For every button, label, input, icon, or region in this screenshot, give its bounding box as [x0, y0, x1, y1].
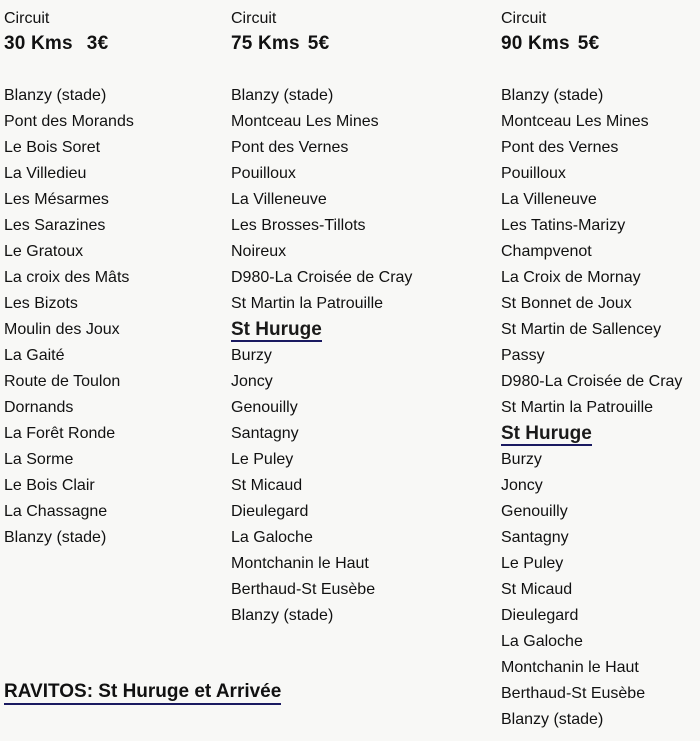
circuit-price: 5€: [307, 33, 330, 54]
stop-item: Les Bizots: [4, 295, 78, 312]
stop-item: Route de Toulon: [4, 373, 121, 390]
stop-item: Pont des Vernes: [501, 139, 619, 156]
stop-item: D980-La Croisée de Cray: [501, 373, 683, 390]
stop-item: Montceau Les Mines: [501, 113, 649, 130]
stop-list: [501, 85, 682, 735]
stop-item: Berthaud-St Eusèbe: [501, 685, 646, 702]
stop-item: Genouilly: [231, 399, 298, 416]
stop-item: St Micaud: [231, 477, 303, 494]
stop-item: Le Puley: [231, 451, 294, 468]
stop-item: St Micaud: [501, 581, 573, 598]
circuit-heading: [501, 33, 599, 55]
stop-item: La Galoche: [231, 529, 313, 546]
stop-item: Le Puley: [501, 555, 564, 572]
stop-item: Blanzy (stade): [501, 711, 604, 728]
stop-item: Champvenot: [501, 243, 592, 260]
stop-item: Les Brosses-Tillots: [231, 217, 366, 234]
circuit-distance: 90 Kms: [501, 33, 570, 54]
stop-item: Pont des Morands: [4, 113, 134, 130]
stop-item: St Martin de Sallencey: [501, 321, 662, 338]
circuit-heading: [4, 33, 108, 55]
stop-item: La Chassagne: [4, 503, 108, 520]
stop-item: Pouilloux: [231, 165, 296, 182]
stop-item: D980-La Croisée de Cray: [231, 269, 413, 286]
stop-item: Dieulegard: [231, 503, 309, 520]
stop-item: Dornands: [4, 399, 74, 416]
stop-item: Pont des Vernes: [231, 139, 349, 156]
stop-item-highlight: [231, 319, 412, 345]
stop-item: La Sorme: [4, 451, 74, 468]
stop-item: Blanzy (stade): [4, 87, 107, 104]
circuit-distance: 75 Kms: [231, 33, 300, 54]
stop-item: Moulin des Joux: [4, 321, 120, 338]
stop-item: Les Tatins-Marizy: [501, 217, 626, 234]
stop-item: Le Gratoux: [4, 243, 84, 260]
stop-item: Le Bois Soret: [4, 139, 101, 156]
stop-item: La Villeneuve: [231, 191, 327, 208]
stop-item: La Croix de Mornay: [501, 269, 641, 286]
stop-item: Joncy: [231, 373, 273, 390]
stop-item: Montchanin le Haut: [501, 659, 639, 676]
stop-item: St Bonnet de Joux: [501, 295, 632, 312]
ravitos-footer: RAVITOS: St Huruge et Arrivée: [4, 681, 281, 705]
stop-item: Montceau Les Mines: [231, 113, 379, 130]
stop-item: Burzy: [231, 347, 272, 364]
stop-item: Joncy: [501, 477, 543, 494]
stop-item: Blanzy (stade): [4, 529, 107, 546]
stop-item: Santagny: [501, 529, 569, 546]
stop-item-highlight: [501, 423, 682, 449]
stop-item: La croix des Mâts: [4, 269, 130, 286]
stop-highlight-label: St Huruge: [231, 319, 322, 340]
stop-item: La Villeneuve: [501, 191, 597, 208]
stop-item: Le Bois Clair: [4, 477, 95, 494]
stop-item: Dieulegard: [501, 607, 579, 624]
circuit-price: 5€: [577, 33, 600, 54]
stop-item: Genouilly: [501, 503, 568, 520]
stop-item: Blanzy (stade): [231, 607, 334, 624]
stop-list: [231, 85, 412, 631]
stop-item: St Martin la Patrouille: [231, 295, 384, 312]
circuit-distance: 30 Kms: [4, 33, 73, 54]
stop-item: Noireux: [231, 243, 287, 260]
stop-highlight-label: St Huruge: [501, 423, 592, 444]
stop-item: La Forêt Ronde: [4, 425, 116, 442]
stop-item: Blanzy (stade): [231, 87, 334, 104]
stop-item: La Gaité: [4, 347, 65, 364]
circuit-price: 3€: [86, 33, 109, 54]
circuit-label: Circuit: [4, 10, 50, 27]
stop-item: Passy: [501, 347, 545, 364]
stop-item: Les Mésarmes: [4, 191, 109, 208]
circuit-heading: [231, 33, 329, 55]
stop-item: Les Sarazines: [4, 217, 106, 234]
stop-item: La Villedieu: [4, 165, 87, 182]
stop-item: Blanzy (stade): [501, 87, 604, 104]
circuit-label: Circuit: [501, 10, 547, 27]
stop-item: Pouilloux: [501, 165, 566, 182]
stop-item: St Martin la Patrouille: [501, 399, 654, 416]
stop-item: La Galoche: [501, 633, 583, 650]
circuit-label: Circuit: [231, 10, 277, 27]
stop-item: Montchanin le Haut: [231, 555, 369, 572]
stop-item: Burzy: [501, 451, 542, 468]
stop-list: [4, 85, 134, 553]
stop-item: Santagny: [231, 425, 299, 442]
stop-item: Berthaud-St Eusèbe: [231, 581, 376, 598]
